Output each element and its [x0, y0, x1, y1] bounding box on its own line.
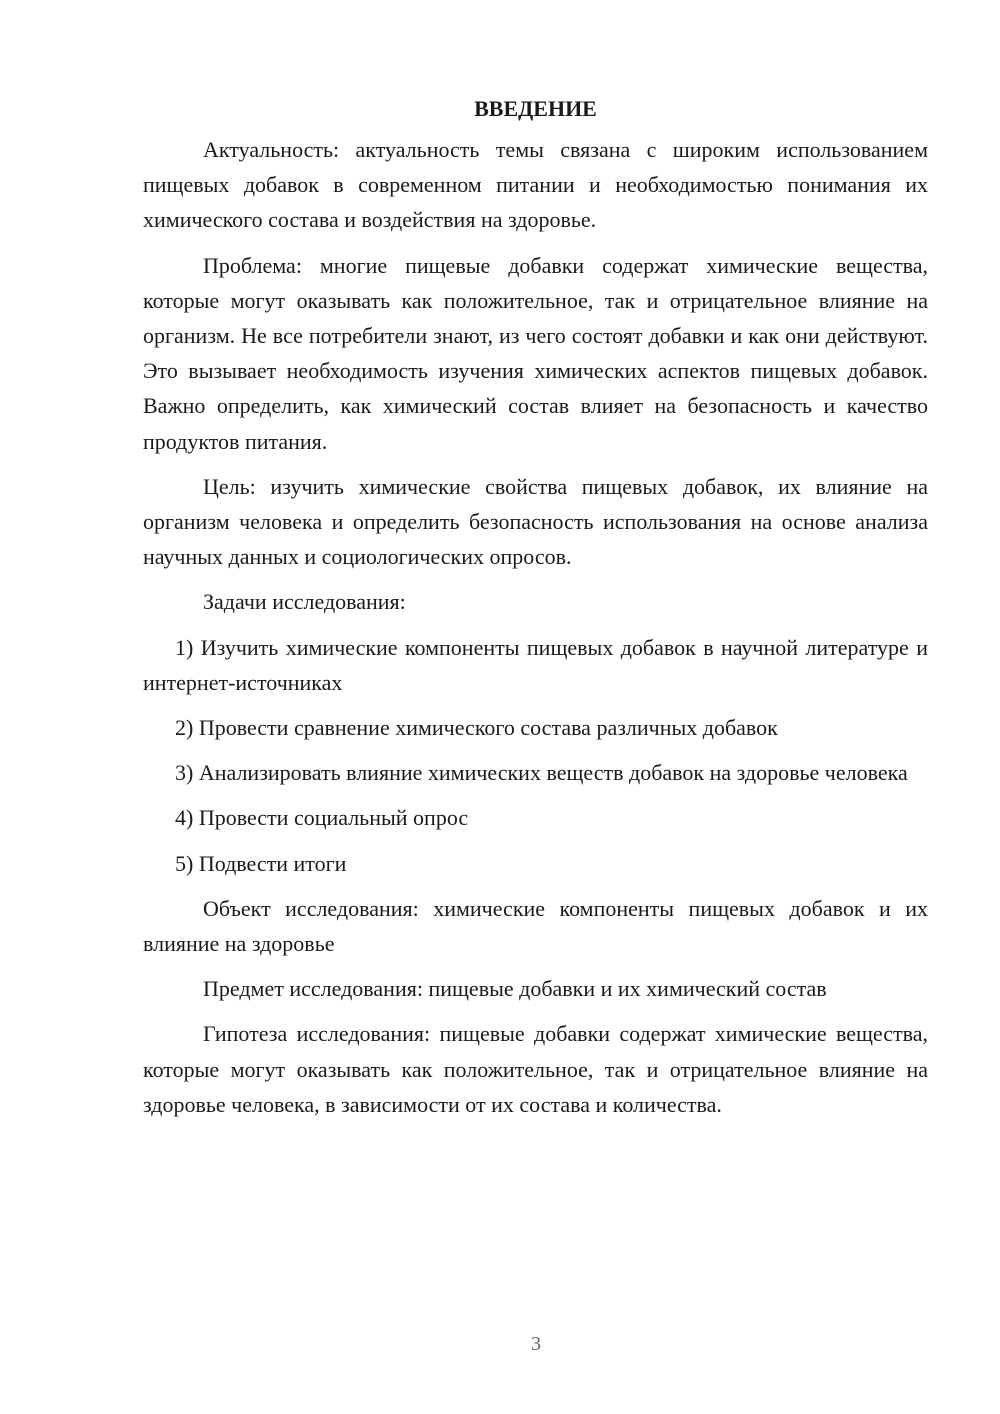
paragraph-problem: Проблема: многие пищевые добавки содержат химические вещества, которые могут оказывать как положительное, так и отрицательное влияние на организм. Не все потребители знают, из чего состоят добавки и как они действуют. Это вызывает необходимость изучения химических аспектов пищевых добавок. Важно определить, как химический состав влияет на безопасность и качество продуктов питания.	[143, 252, 928, 454]
paragraph-hypothesis: Гипотеза исследования: пищевые добавки содержат химические вещества, которые могут оказывать как положительное, так и отрицательное влияние на здоровье человека, в зависимости от их состава и количества.	[143, 1021, 928, 1117]
task-item-3: 3) Анализировать влияние химических веществ добавок на здоровье человека	[175, 760, 908, 786]
paragraph-subject: Предмет исследования: пищевые добавки и их химический состав	[203, 976, 827, 1002]
section-title: ВВЕДЕНИЕ	[474, 96, 597, 121]
page-number: 3	[531, 1333, 541, 1355]
document-page	[143, 92, 928, 1132]
paragraph-relevance: Актуальность: актуальность темы связана с широким использованием пищевых добавок в современном питании и необходимостью понимания их химического состава и воздействия на здоровье.	[143, 137, 928, 233]
paragraph-goal: Цель: изучить химические свойства пищевых добавок, их влияние на организм человека и определить безопасность использования на основе анализа научных данных и социологических опросов.	[143, 473, 928, 570]
task-item-2: 2) Провести сравнение химического состава различных добавок	[175, 715, 778, 741]
paragraph-object: Объект исследования: химические компоненты пищевых добавок и их влияние на здоровье	[143, 895, 928, 957]
paragraph-tasks-heading: Задачи исследования:	[203, 589, 406, 615]
task-item-4: 4) Провести социальный опрос	[175, 805, 469, 831]
task-item-5: 5) Подвести итоги	[175, 850, 347, 876]
task-item-1: 1) Изучить химические компоненты пищевых добавок в научной литературе и интернет-источниках	[143, 634, 928, 695]
